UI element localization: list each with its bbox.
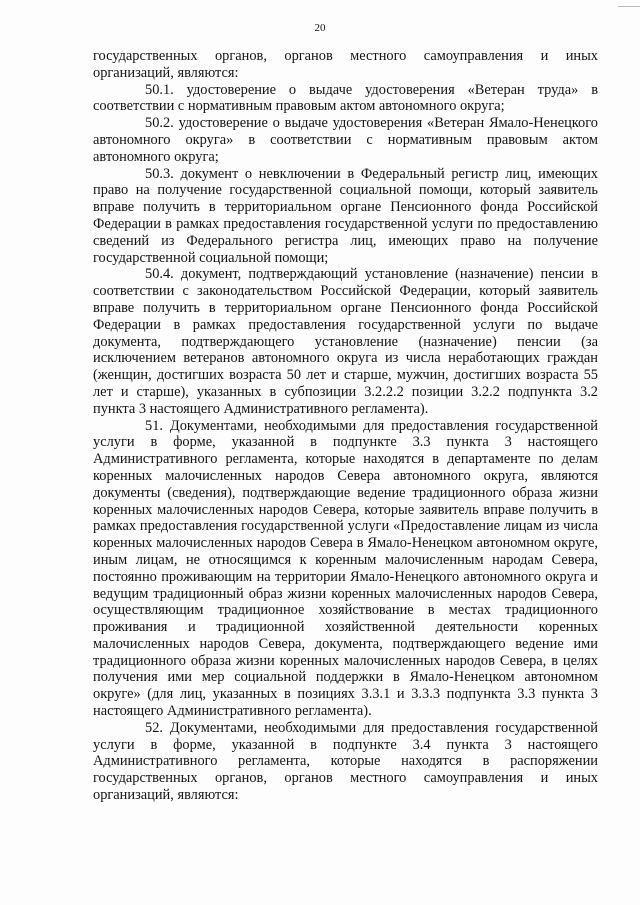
document-text-body [93, 48, 598, 804]
paragraph-intro-continuation: государственных органов, органов местного самоуправления и иных организаций, являются: [93, 48, 598, 81]
paragraph-50-3: 50.3. документ о невключении в Федеральный регистр лиц, имеющих право на получение государственной социальной помощи, который заявитель вправе получить в территориальном органе Пенсионного фонда Российской Федерации в рамках предоставления государственной услуги по предоставлению сведений из Федерального регистра лиц, имеющих право на получение государственной социальной помощи; [93, 165, 598, 266]
paragraph-50-1: 50.1. удостоверение о выдаче удостоверения «Ветеран труда» в соответствии с нормативным правовым актом автономного округа; [93, 81, 598, 115]
scan-corner-mark [618, 0, 640, 7]
paragraph-50-2: 50.2. удостоверение о выдаче удостоверения «Ветеран Ямало-Ненецкого автономного округа» в соответствии с нормативным правовым актом автономного округа; [93, 115, 598, 165]
paragraph-52: 52. Документами, необходимыми для предоставления государственной услуги в форме, указанной в подпункте 3.4 пункта 3 настоящего Административного регламента, которые находятся в распоряжении государственных органов, органов местного самоуправления и иных организаций, являются: [93, 719, 598, 804]
paragraph-51: 51. Документами, необходимыми для предоставления государственной услуги в форме, указанной в подпункте 3.3 пункта 3 настоящего Административного регламента, которые находятся в департаменте по делам коренных малочисленных народов Севера автономного округа, являются документы (сведения), подтверждающие ведение традиционного образа жизни коренных малочисленных народов Севера, которые заявитель вправе получить в рамках предоставления государственной услуги «Предоставление лицам из числа коренных малочисленных народов Севера в Ямало-Ненецком автономном округе, иным лицам, не относящимся к коренным малочисленным народам Севера, постоянно проживающим на территории Ямало-Ненецкого автономного округа и ведущим традиционный образ жизни коренных малочисленных народов Севера, осуществляющим традиционное хозяйствование в местах традиционного проживания и традиционной хозяйственной деятельности коренных малочисленных народов Севера, документа, подтверждающего ведение ими традиционного образа жизни коренных малочисленных народов Севера, в целях получения ими мер социальной поддержки в Ямало-Ненецком автономном округе» (для лиц, указанных в позициях 3.3.1 и 3.3.3 подпункта 3.3 пункта 3 настоящего Административного регламента). [93, 417, 598, 720]
paragraph-50-4: 50.4. документ, подтверждающий установление (назначение) пенсии в соответствии с законодательством Российской Федерации, который заявитель вправе получить в территориальном органе Пенсионного фонда Российской Федерации в рамках предоставления государственной услуги по выдаче документа, подтверждающего установление (назначение) пенсии (за исключением ветеранов автономного округа из числа неработающих граждан (женщин, достигших возраста 50 лет и старше, мужчин, достигших возраста 55 лет и старше), указанных в субпозиции 3.2.2.2 позиции 3.2.2 подпункта 3.2 пункта 3 настоящего Административного регламента). [93, 266, 598, 417]
page-number: 20 [314, 22, 326, 34]
